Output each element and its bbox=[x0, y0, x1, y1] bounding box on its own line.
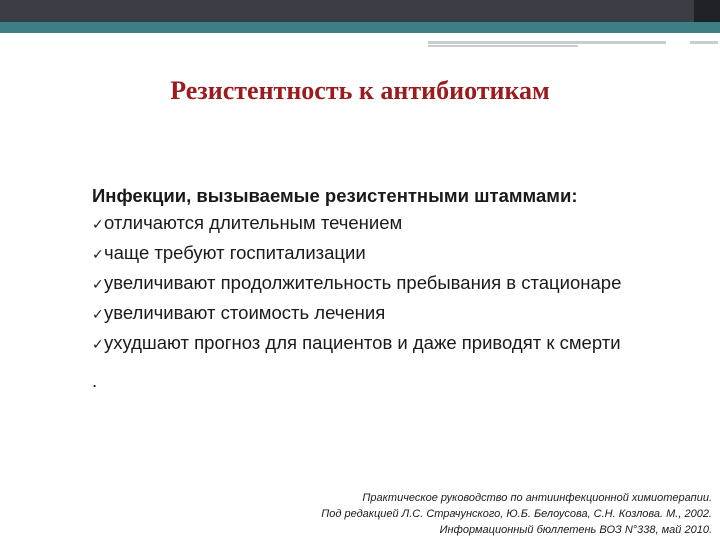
list-item-text: увеличивают стоимость лечения bbox=[104, 302, 386, 323]
list-item-text: чаще требуют госпитализации bbox=[104, 242, 366, 263]
list-heading: Инфекции, вызываемые резистентными штаммами: bbox=[92, 185, 578, 206]
slide-title: Резистентность к антибиотикам bbox=[170, 76, 550, 105]
teal-band bbox=[0, 22, 720, 33]
reference-line: Информационный бюллетень ВОЗ N°338, май 2010. bbox=[439, 524, 712, 536]
slide-body bbox=[92, 182, 652, 394]
decor-line bbox=[428, 45, 578, 47]
list-item-text: увеличивают продолжительность пребывания в стационаре bbox=[104, 272, 622, 293]
list-item-text: ухудшают прогноз для пациентов и даже приводят к смерти bbox=[104, 332, 621, 353]
list-item bbox=[92, 269, 652, 299]
trailing-dot: . bbox=[92, 370, 98, 391]
checkmark-icon: ✓ bbox=[92, 217, 104, 233]
checkmark-icon: ✓ bbox=[92, 307, 104, 323]
list-item bbox=[92, 299, 652, 329]
decor-line bbox=[428, 41, 666, 44]
top-band-corner bbox=[694, 0, 720, 22]
checkmark-icon: ✓ bbox=[92, 247, 104, 263]
list-item-text: отличаются длительным течением bbox=[104, 212, 403, 233]
reference-block bbox=[212, 490, 712, 538]
reference-line: Практическое руководство по антиинфекционной химиотерапии. bbox=[362, 492, 712, 504]
list-item bbox=[92, 209, 652, 239]
list-item bbox=[92, 239, 652, 269]
checkmark-icon: ✓ bbox=[92, 337, 104, 353]
decor-line bbox=[690, 41, 718, 44]
reference-line: Под редакцией Л.С. Страчунского, Ю.Б. Белоусова, С.Н. Козлова. М., 2002. bbox=[321, 508, 712, 520]
checkmark-icon: ✓ bbox=[92, 277, 104, 293]
list-item bbox=[92, 329, 652, 359]
top-band bbox=[0, 0, 720, 22]
